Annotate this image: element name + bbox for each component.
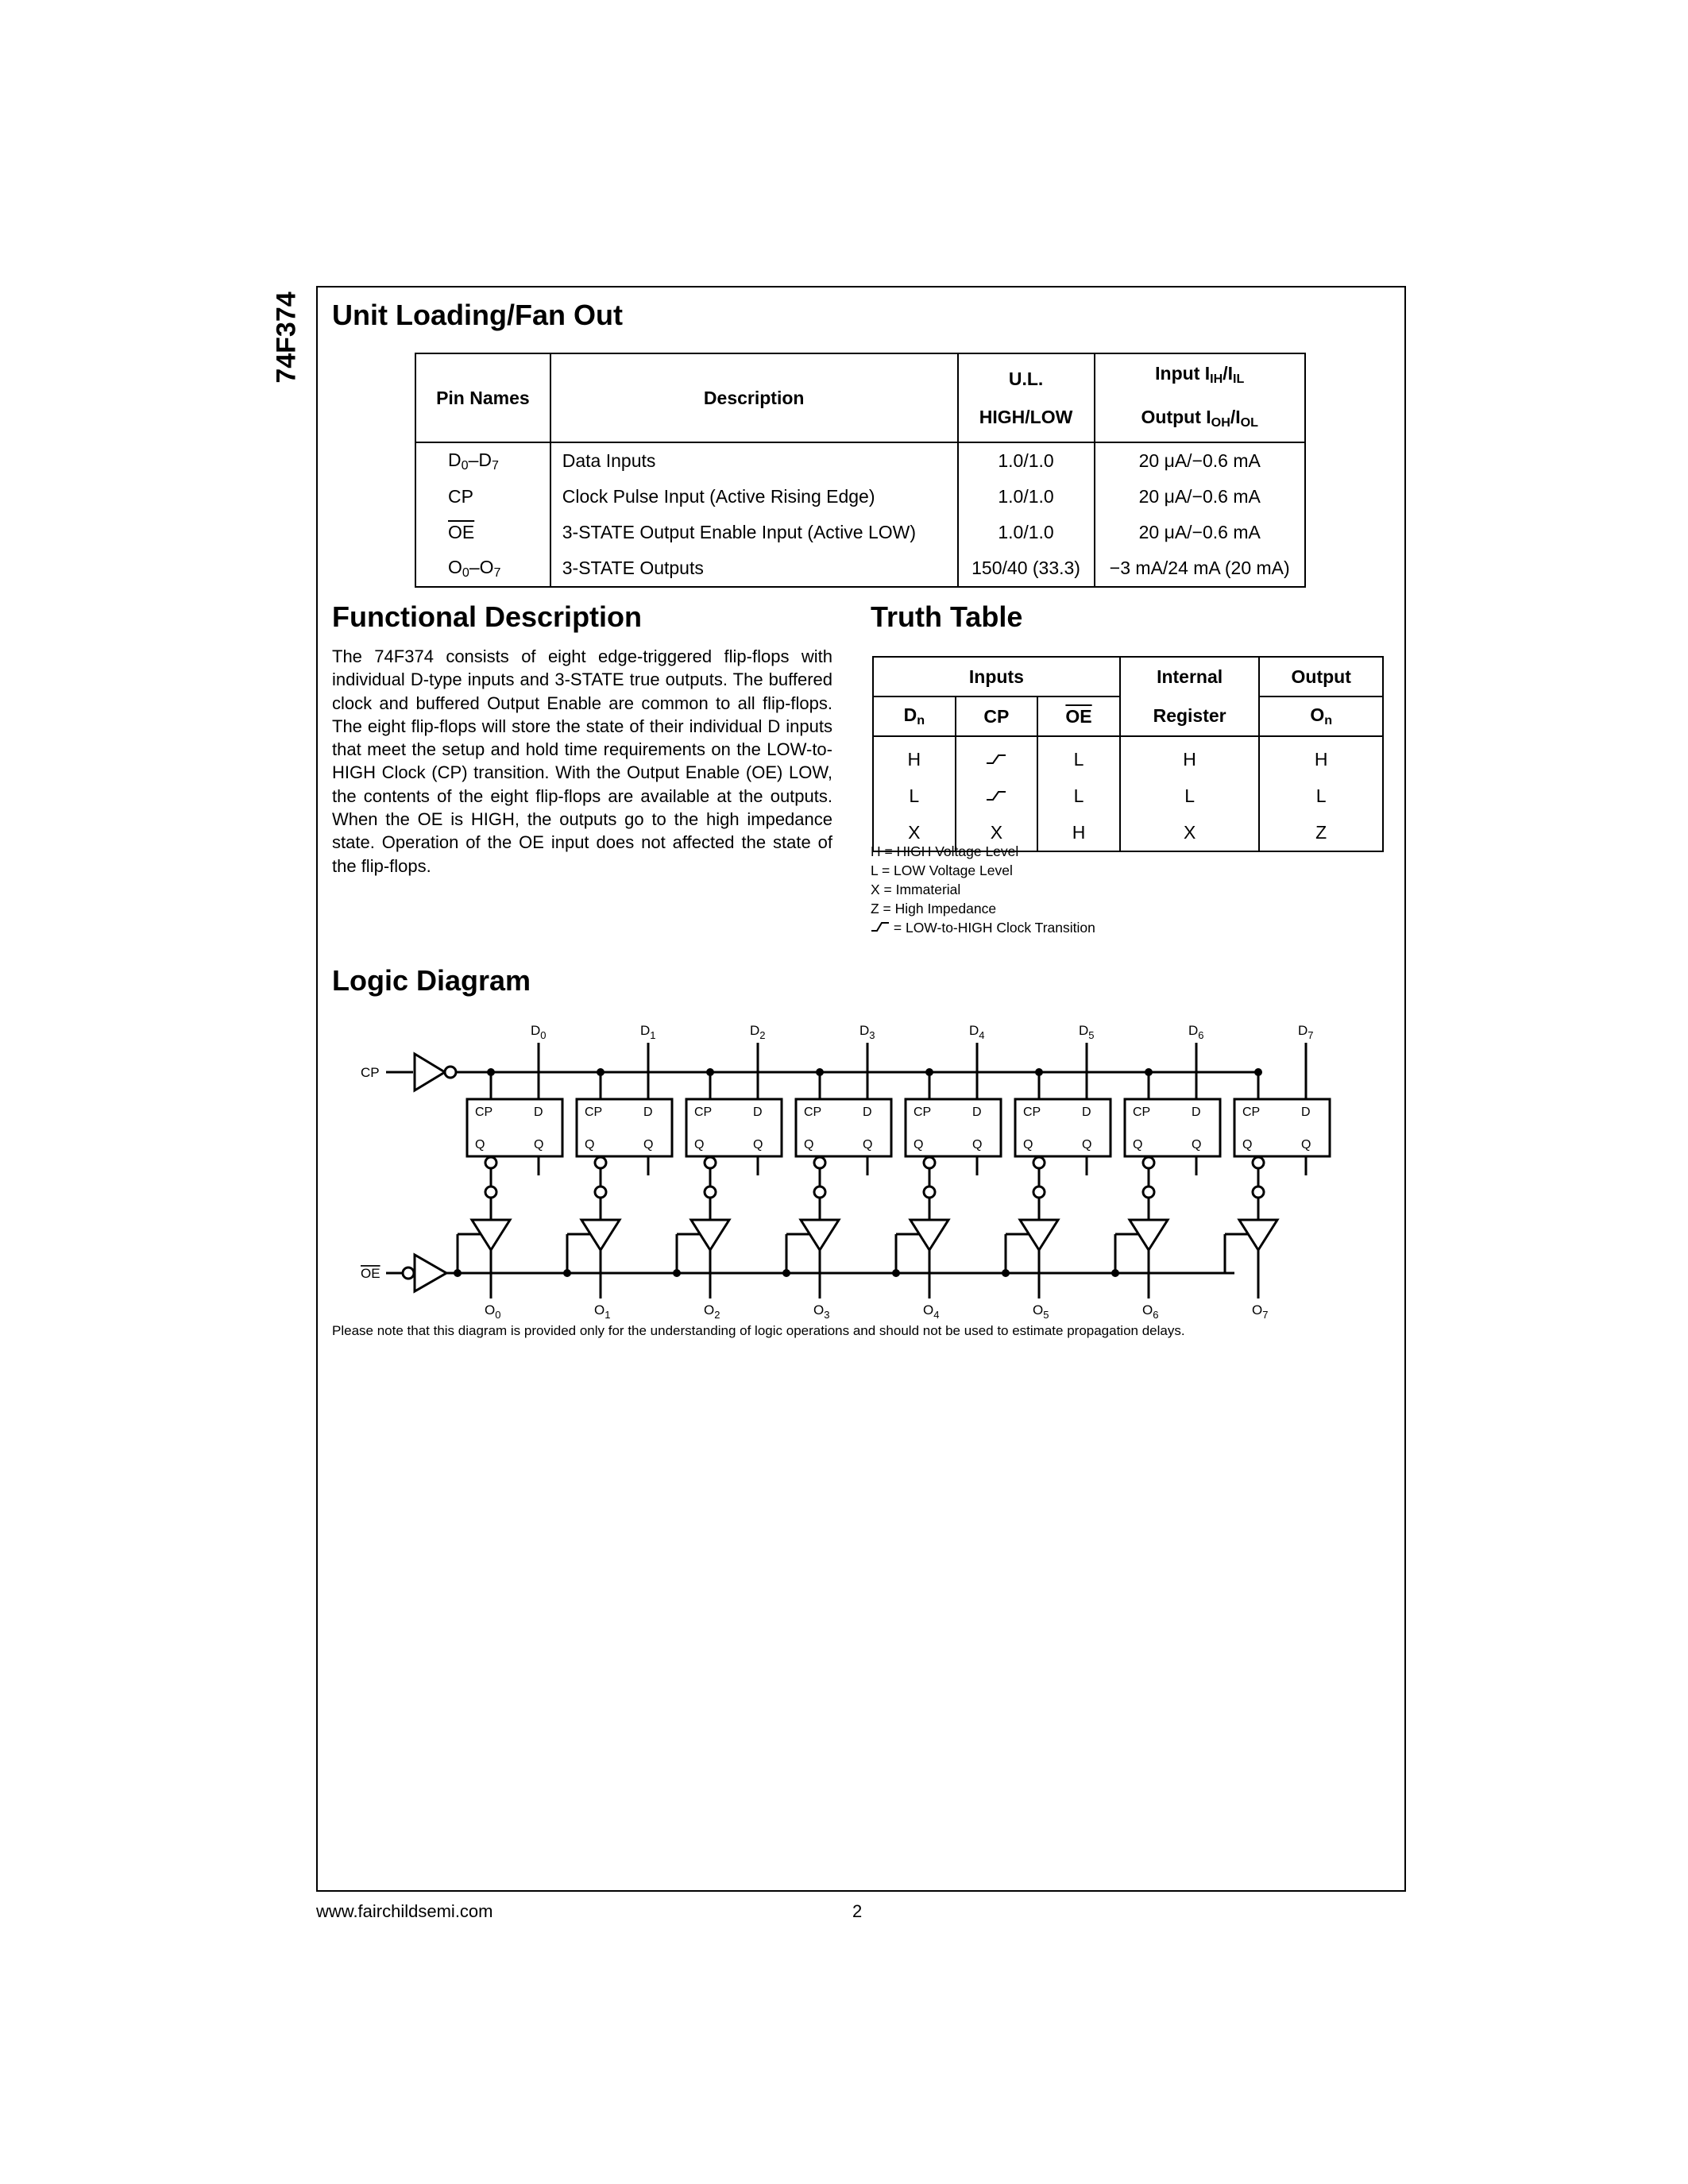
inversion-bubble (485, 1187, 496, 1198)
functional-description-text: The 74F374 consists of eight edge-triggered flip-flops with individual D-type inputs and 3-STATE true outputs. The buffered clock and buffered Output Enable are common to all flip-flops. The eight flip-flops will store the state of their individual D inputs that meet the setup and hold time requirements on the LOW-to-HIGH Clock (CP) transition. With the Output Enable (OE) LOW, the contents of the eight flip-flops are available at the outputs. When the OE is HIGH, the outputs go to the high impedance state. Operation of the OE input does not affected the state of the flip-flops. (332, 646, 832, 876)
ff-cp-label: CP (475, 1106, 493, 1119)
tt-col-cp: CP (956, 696, 1038, 736)
col-description: Description (550, 353, 958, 442)
output-label-o: $O_5$ (1033, 1302, 1049, 1321)
truth-table-legend (871, 842, 1095, 937)
tt-row: X X H X Z (873, 814, 1383, 851)
table-row: $\overline{OE}$ 3-STATE Output Enable Input (Active LOW) 1.0/1.0 20 μA/−0.6 mA (415, 515, 1305, 550)
tt-group-output: Output (1259, 657, 1383, 696)
inversion-bubble (1143, 1187, 1154, 1198)
inversion-bubble (924, 1187, 935, 1198)
ff-q-label: Q (643, 1138, 654, 1152)
inversion-bubble (1033, 1157, 1045, 1168)
ff-q-label: Q (585, 1138, 595, 1152)
inversion-bubble (1143, 1157, 1154, 1168)
ff-d-label: D (1192, 1106, 1201, 1119)
input-label-d: $D_4$ (969, 1023, 985, 1041)
clock-buffer (415, 1054, 445, 1090)
inversion-bubble (595, 1157, 606, 1168)
ff-cp-label: CP (1023, 1106, 1041, 1119)
oe-label: OE (361, 1266, 380, 1281)
logic-diagram-heading: Logic Diagram (332, 964, 531, 997)
ff-q-label: Q (475, 1138, 485, 1152)
logic-diagram (350, 1013, 1382, 1330)
output-label-o: $O_7$ (1252, 1302, 1269, 1321)
page-number: 2 (852, 1901, 863, 1921)
ff-q-label: Q (804, 1138, 814, 1152)
side-part-number: 74F374 (271, 291, 302, 384)
inversion-bubble (814, 1187, 825, 1198)
ff-q-label: Q (1192, 1138, 1202, 1152)
ff-cp-label: CP (1242, 1106, 1261, 1119)
ff-d-label: D (643, 1106, 653, 1119)
footer-url[interactable]: www.fairchildsemi.com (316, 1901, 493, 1921)
ff-cp-label: CP (585, 1106, 603, 1119)
input-label-d: $D_1$ (640, 1023, 656, 1041)
ff-q-label: Q (1301, 1138, 1311, 1152)
ff-q-label: Q (914, 1138, 924, 1152)
table-row: $D_0-D_7$ Data Inputs 1.0/1.0 20 μA/−0.6 mA (415, 442, 1305, 479)
legend-item: X = Immaterial (871, 882, 961, 897)
ff-q-label: Q (1082, 1138, 1092, 1152)
table-row: CP Clock Pulse Input (Active Rising Edge) 1.0/1.0 20 μA/−0.6 mA (415, 479, 1305, 515)
ff-d-label: D (1082, 1106, 1091, 1119)
tt-group-inputs: Inputs (873, 657, 1120, 696)
diagram-note: Please note that this diagram is provided only for the understanding of logic operations and should not be used to estimate propagation delays. (332, 1323, 1185, 1338)
rising-edge-icon (985, 753, 1007, 766)
legend-item: L = LOW Voltage Level (871, 862, 1013, 878)
truth-table-heading: Truth Table (871, 600, 1023, 633)
ff-q-label: Q (1242, 1138, 1253, 1152)
ff-d-label: D (972, 1106, 982, 1119)
ff-d-label: D (534, 1106, 543, 1119)
legend-item: Z = High Impedance (871, 901, 997, 916)
col-currents: Input $I_{IH}/I_{IL}$ Output $I_{OH}/I_{OL}$ (1095, 353, 1306, 442)
inversion-bubble (705, 1157, 716, 1168)
output-label-o: $O_6$ (1142, 1302, 1159, 1321)
functional-description-heading: Functional Description (332, 600, 643, 633)
ff-q-label: Q (534, 1138, 544, 1152)
tt-col-on: $O_n$ (1259, 696, 1383, 736)
rising-edge-icon (871, 921, 890, 932)
inversion-bubble (403, 1268, 414, 1279)
input-label-d: $D_7$ (1298, 1023, 1314, 1041)
ff-d-label: D (863, 1106, 872, 1119)
output-label-o: $O_3$ (813, 1302, 830, 1321)
tt-col-register: Register (1120, 696, 1260, 736)
unit-loading-heading: Unit Loading/Fan Out (332, 299, 623, 331)
input-label-d: $D_6$ (1188, 1023, 1204, 1041)
ff-cp-label: CP (914, 1106, 932, 1119)
ff-d-label: D (1301, 1106, 1311, 1119)
col-pin-names: Pin Names (415, 353, 550, 442)
tt-row: H L H H (873, 736, 1383, 778)
inversion-bubble (705, 1187, 716, 1198)
ff-q-label: Q (972, 1138, 983, 1152)
col-ul: U.L. HIGH/LOW (958, 353, 1095, 442)
inversion-bubble (485, 1157, 496, 1168)
inversion-bubble (595, 1187, 606, 1198)
truth-table (872, 656, 1384, 852)
ff-cp-label: CP (1133, 1106, 1151, 1119)
inversion-bubble (445, 1067, 456, 1078)
tt-group-internal: Internal (1120, 657, 1260, 696)
input-label-d: $D_5$ (1079, 1023, 1095, 1041)
output-label-o: $O_2$ (704, 1302, 720, 1321)
cp-label: CP (361, 1065, 380, 1080)
inversion-bubble (814, 1157, 825, 1168)
ff-q-label: Q (1023, 1138, 1033, 1152)
inversion-bubble (1033, 1187, 1045, 1198)
input-label-d: $D_3$ (859, 1023, 875, 1041)
output-label-o: $O_4$ (923, 1302, 940, 1321)
tt-col-oe: $\overline{OE}$ (1037, 696, 1120, 736)
tt-col-dn: $D_n$ (873, 696, 956, 736)
ff-q-label: Q (863, 1138, 873, 1152)
legend-item: H = HIGH Voltage Level (871, 843, 1019, 859)
input-label-d: $D_2$ (750, 1023, 766, 1041)
ff-q-label: Q (1133, 1138, 1143, 1152)
ff-d-label: D (753, 1106, 763, 1119)
input-label-d: $D_0$ (531, 1023, 547, 1041)
tt-row: L L L L (873, 778, 1383, 814)
output-label-o: $O_1$ (594, 1302, 611, 1321)
inversion-bubble (1253, 1157, 1264, 1168)
inversion-bubble (1253, 1187, 1264, 1198)
ff-q-label: Q (753, 1138, 763, 1152)
unit-loading-table (415, 353, 1306, 588)
legend-item: = LOW-to-HIGH Clock Transition (871, 918, 1095, 937)
output-label-o: $O_0$ (485, 1302, 501, 1321)
rising-edge-icon (985, 789, 1007, 802)
ff-cp-label: CP (694, 1106, 713, 1119)
oe-buffer (415, 1255, 446, 1291)
table-row: $O_0-O_7$ 3-STATE Outputs 150/40 (33.3) −3 mA/24 mA (20 mA) (415, 550, 1305, 587)
ff-q-label: Q (694, 1138, 705, 1152)
ff-cp-label: CP (804, 1106, 822, 1119)
inversion-bubble (924, 1157, 935, 1168)
